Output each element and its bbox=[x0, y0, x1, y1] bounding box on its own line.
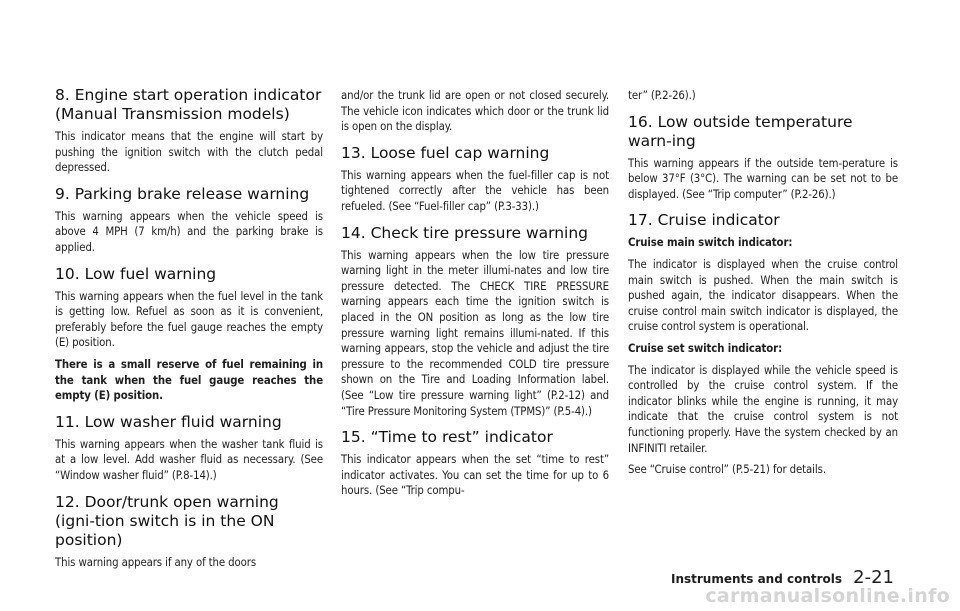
paragraph: This indicator means that the engine will start by pushing the ignition switch with the clutch pedal depressed. bbox=[55, 130, 323, 175]
bold-note: There is a small reserve of fuel remaining in the tank when the fuel gauge reaches the empty (E) position. bbox=[55, 357, 323, 403]
section-heading: 17. Cruise indicator bbox=[628, 211, 780, 230]
page-number: 2-21 bbox=[853, 567, 894, 588]
paragraph: This warning appears if any of the doors bbox=[55, 555, 257, 569]
paragraph: ter” (P.2-26).) bbox=[628, 89, 696, 102]
bold-note: Cruise main switch indicator: bbox=[628, 236, 793, 250]
section-heading: 15. “Time to rest” indicator bbox=[341, 428, 553, 447]
section-heading: 14. Check tire pressure warning bbox=[341, 223, 589, 242]
column-right bbox=[628, 88, 898, 484]
section-heading: 9. Parking brake release warning bbox=[55, 184, 310, 203]
paragraph: and/or the trunk lid are open or not closed securely. The vehicle icon indicates which door or the trunk lid is open on the display. bbox=[341, 89, 609, 134]
paragraph: This warning appears when the fuel level in the tank is getting low. Refuel as soon as it is convenient, preferably before the fuel gauge reaches the empty (E) position. bbox=[55, 289, 323, 350]
column-left bbox=[55, 86, 323, 576]
bold-note: Cruise set switch indicator: bbox=[628, 341, 783, 355]
paragraph: This warning appears when the vehicle speed is above 4 MPH (7 km/h) and the parking brake is applied. bbox=[55, 209, 323, 254]
paragraph: This warning appears if the outside tem-perature is below 37°F (3°C). The warning can be set not to be displayed. (See “Trip computer” (P.2-26).) bbox=[628, 156, 898, 201]
paragraph: The indicator is displayed while the vehicle speed is controlled by the cruise control system. If the indicator blinks while the engine is running, it may indicate that the cruise control system is not functioning properly. Have the system checked by an INFINITI retailer. bbox=[628, 363, 898, 455]
footer-section-title: Instruments and controls bbox=[670, 572, 843, 586]
paragraph: This indicator appears when the set “time to rest” indicator activates. You can set the time for up to 6 hours. (See “Trip compu- bbox=[341, 453, 609, 498]
paragraph: See “Cruise control” (P.5-21) for details. bbox=[628, 463, 826, 477]
section-heading: 12. Door/trunk open warning (igni-tion switch is in the ON position) bbox=[55, 492, 279, 549]
section-heading: 11. Low washer fluid warning bbox=[55, 412, 282, 431]
section-heading: 8. Engine start operation indicator (Manual Transmission models) bbox=[55, 86, 322, 123]
paragraph: This warning appears when the washer tank fluid is at a low level. Add washer fluid as necessary. (See “Window washer fluid” (P.8-14).) bbox=[55, 437, 323, 482]
paragraph: This warning appears when the low tire pressure warning light in the meter illumi-nates and low tire pressure detected. The CHECK TIRE PRESSURE warning appears each time the ignition switch is placed in the ON position as long as the low tire pressure warning light remains illumi-nated. If this warning appears, stop the vehicle and adjust the tire pressure to the recommended COLD tire pressure shown on the Tire and Loading Information label. (See “Low tire pressure warning light” (P.2-12) and “Tire Pressure Monitoring System (TPMS)” (P.5-4).) bbox=[341, 248, 609, 418]
section-heading: 13. Loose fuel cap warning bbox=[341, 143, 550, 162]
section-heading: 10. Low fuel warning bbox=[55, 264, 217, 283]
paragraph: This warning appears when the fuel-filler cap is not tightened correctly after the vehicle has been refueled. (See “Fuel-filler cap” (P.3-33).) bbox=[341, 168, 609, 213]
column-middle bbox=[341, 88, 609, 505]
watermark: carmanualsonline.info bbox=[705, 585, 950, 607]
section-heading: 16. Low outside temperature warn-ing bbox=[628, 112, 853, 150]
paragraph: The indicator is displayed when the cruise control main switch is pushed. When the main switch is pushed again, the indicator disappears. When the cruise control main switch indicator is displayed, the cruise control system is operational. bbox=[628, 257, 898, 334]
